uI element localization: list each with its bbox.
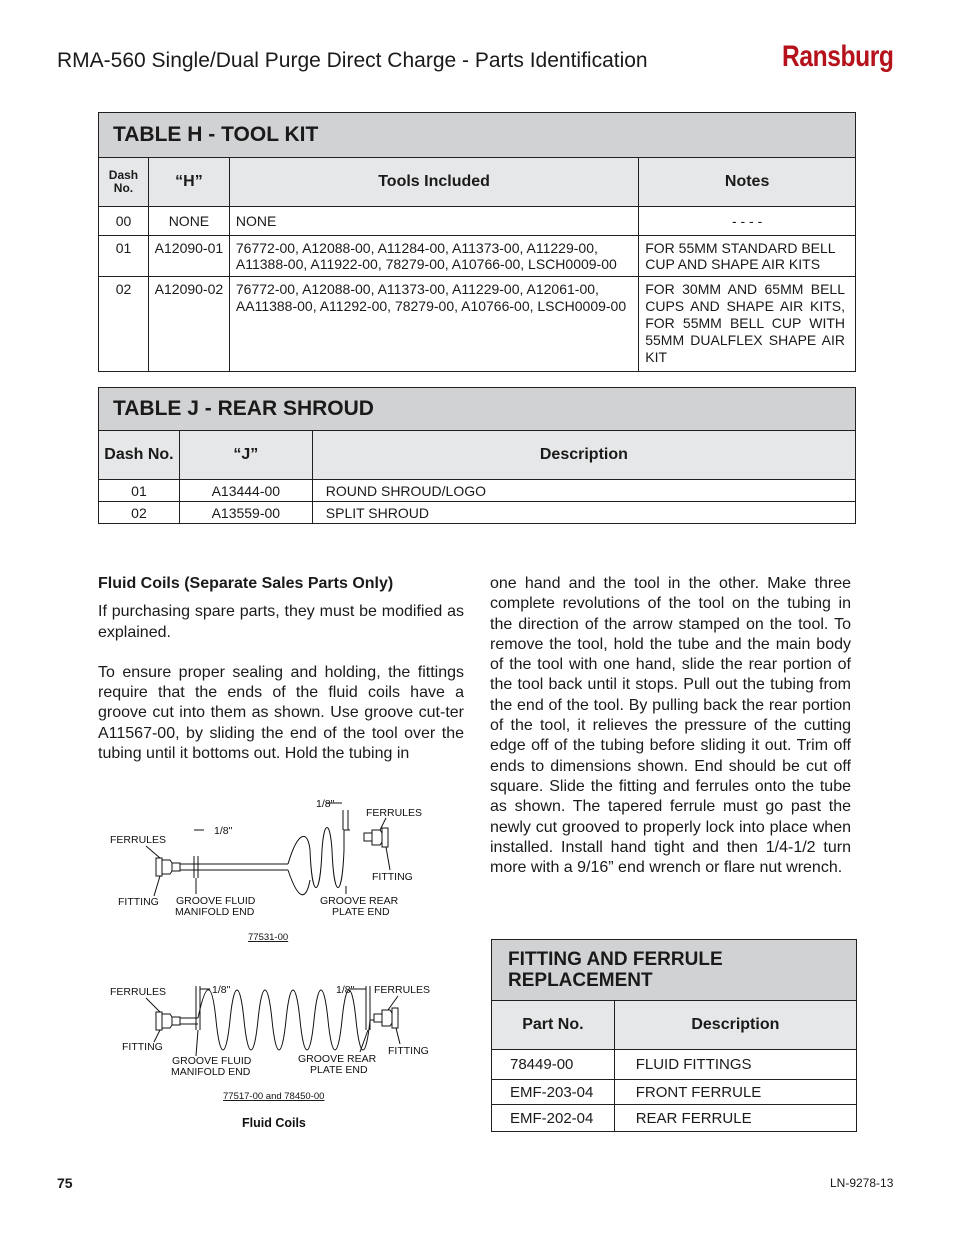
table-h-header-dash: Dash No. [99,158,149,207]
ferrule-shape [374,1014,382,1022]
part-cell: EMF-203-04 [492,1080,615,1105]
right-column-text [490,574,851,878]
table-row [492,1105,857,1132]
notes-cell: FOR 30MM AND 65MM BELL CUPS AND SHAPE AIR KITS, FOR 55MM BELL CUP WITH 55MM DUALFLEX SHAPE AIR KIT [639,277,856,372]
brand-logo: Ransburg [782,40,894,73]
paragraph: If purchasing spare parts, they must be modified as explained. [98,603,464,641]
table-h-header-tools: Tools Included [229,158,638,207]
ferrule-shape [162,860,172,874]
j-cell: A13559-00 [179,502,312,524]
page-number: 75 [57,1175,73,1191]
paragraph: To ensure proper sealing and holding, the fittings require that the ends of the fluid coils have a groove cut into them as shown. Use groove cut-ter A11567-00, by sliding the end of the tool over the tubing until it bottoms out. Hold the tubing in [98,663,464,763]
desc-cell: ROUND SHROUD/LOGO [312,480,855,502]
ferrule-shape [162,1014,172,1028]
dim-arrows [146,989,400,1056]
diagram-caption: Fluid Coils [242,1116,306,1130]
desc-cell: FRONT FERRULE [614,1080,856,1105]
desc-cell: FLUID FITTINGS [614,1050,856,1080]
dash-cell: 01 [99,236,149,277]
fitting-shape [156,858,162,876]
table-row [99,502,856,524]
table-row [99,277,856,372]
tools-cell: 76772-00, A12088-00, A11373-00, A11229-00, A12061-00, AA11388-00, A11292-00, 78279-00, A10766-00, LSCH0009-00 [229,277,638,372]
table-f-title-line1: FITTING AND FERRULE [508,949,723,970]
part-cell: 78449-00 [492,1050,615,1080]
tube-shape [180,1018,198,1024]
dash-cell: 02 [99,502,180,524]
table-row [492,1050,857,1080]
dash-cell: 00 [99,207,149,236]
ferrules-label: FERRULES [110,834,167,846]
notes-cell: - - - - [639,207,856,236]
table-j-title: TABLE J - REAR SHROUD [99,388,856,431]
table-j-header-j: “J” [179,431,312,480]
coil-shape [288,828,344,888]
ferrule-shape [172,1017,180,1025]
section-heading: Fluid Coils (Separate Sales Parts Only) [98,575,394,592]
groove-label: PLATE END [310,1064,368,1076]
table-h-header-notes: Notes [639,158,856,207]
ferrule-shape [382,1010,392,1026]
table-h-title: TABLE H - TOOL KIT [99,113,856,158]
desc-cell: REAR FERRULE [614,1105,856,1132]
coil-shape [198,990,370,1050]
h-cell: A12090-02 [148,277,229,372]
groove-label: GROOVE FLUID [176,895,256,907]
fitting-label: FITTING [388,1045,429,1057]
notes-cell: FOR 55MM STANDARD BELL CUP AND SHAPE AIR KITS [639,236,856,277]
table-j-rear-shroud [98,387,856,524]
doc-number: LN-9278-13 [830,1176,894,1190]
part-number-label: 77517-00 and 78450-00 [223,1091,325,1102]
coil-shape [288,870,310,895]
groove-label: MANIFOLD END [175,906,255,918]
table-h-header-h: “H” [148,158,229,207]
page-title: RMA-560 Single/Dual Purge Direct Charge - Parts Identification [57,49,648,72]
table-j-header-desc: Description [312,431,855,480]
h-cell: NONE [148,207,229,236]
coil-77517 [156,986,398,1050]
coil-77531 [156,810,388,895]
coil-shape [344,830,350,850]
fluid-coils-diagram [98,790,478,1140]
fitting-shape [382,828,388,847]
dim-label: 1/8" [336,984,355,996]
fitting-shape [392,1008,398,1028]
fitting-label: FITTING [372,871,413,883]
part-cell: EMF-202-04 [492,1105,615,1132]
dash-cell: 01 [99,480,180,502]
groove-label: MANIFOLD END [171,1066,251,1078]
dim-arrows [146,803,390,896]
fitting-label: FITTING [122,1041,163,1053]
tube-shape [180,864,288,870]
groove-label: GROOVE FLUID [172,1055,252,1067]
ferrule-shape [372,830,382,845]
ferrules-label: FERRULES [110,986,167,998]
ferrule-shape [172,863,180,871]
paragraph: one hand and the tool in the other. Make three complete revolutions of the tool on the tubing in the direction of the arrow stamped on the tool. To remove the tool, hold the tube and the main body of the tool with one hand, slide the rear portion of the tool back until it stops. Pull out the tubing from the end of the tool. By pulling back the rear portion of the tool, it relieves the pressure of the cutting edge off of the tubing before sliding it out. Trim off ends to dimensions shown. End should be cut off square. Slide the fitting and ferrules onto the tube as shown. The tapered ferrule must go past the newly cut grooved to properly lock into place when installed. Install hand tight and then 1/4-1/2 turn more with a 9/16” end wrench or flare nut wrench. [490,575,851,877]
fitting-label: FITTING [118,896,159,908]
ferrules-label: FERRULES [374,984,431,996]
ferrule-shape [364,833,372,841]
table-j-header-dash: Dash No. [99,431,180,480]
fitting-shape [156,1012,162,1030]
table-fitting-ferrule [491,939,857,1132]
table-row [99,236,856,277]
dim-label: 1/8" [212,984,231,996]
table-f-title [492,940,857,1001]
left-column-text [98,574,464,764]
table-f-header-part: Part No. [492,1001,615,1050]
tools-cell: 76772-00, A12088-00, A11284-00, A11373-00, A11229-00, A11388-00, A11922-00, 78279-00, A10766-00, LSCH0009-00 [229,236,638,277]
table-row [99,480,856,502]
groove-label: GROOVE REAR [320,895,399,907]
dim-label: 1/8" [214,825,233,837]
ferrules-label: FERRULES [366,807,423,819]
h-cell: A12090-01 [148,236,229,277]
part-number-label: 77531-00 [248,932,289,943]
j-cell: A13444-00 [179,480,312,502]
table-f-title-line2: REPLACEMENT [508,970,653,991]
tools-cell: NONE [229,207,638,236]
dim-label: 1/8" [316,798,335,810]
groove-label: GROOVE REAR [298,1053,377,1065]
desc-cell: SPLIT SHROUD [312,502,855,524]
table-row [99,207,856,236]
dash-cell: 02 [99,277,149,372]
groove-label: PLATE END [332,906,390,918]
table-h-tool-kit [98,112,856,372]
table-row [492,1080,857,1105]
table-f-header-desc: Description [614,1001,856,1050]
